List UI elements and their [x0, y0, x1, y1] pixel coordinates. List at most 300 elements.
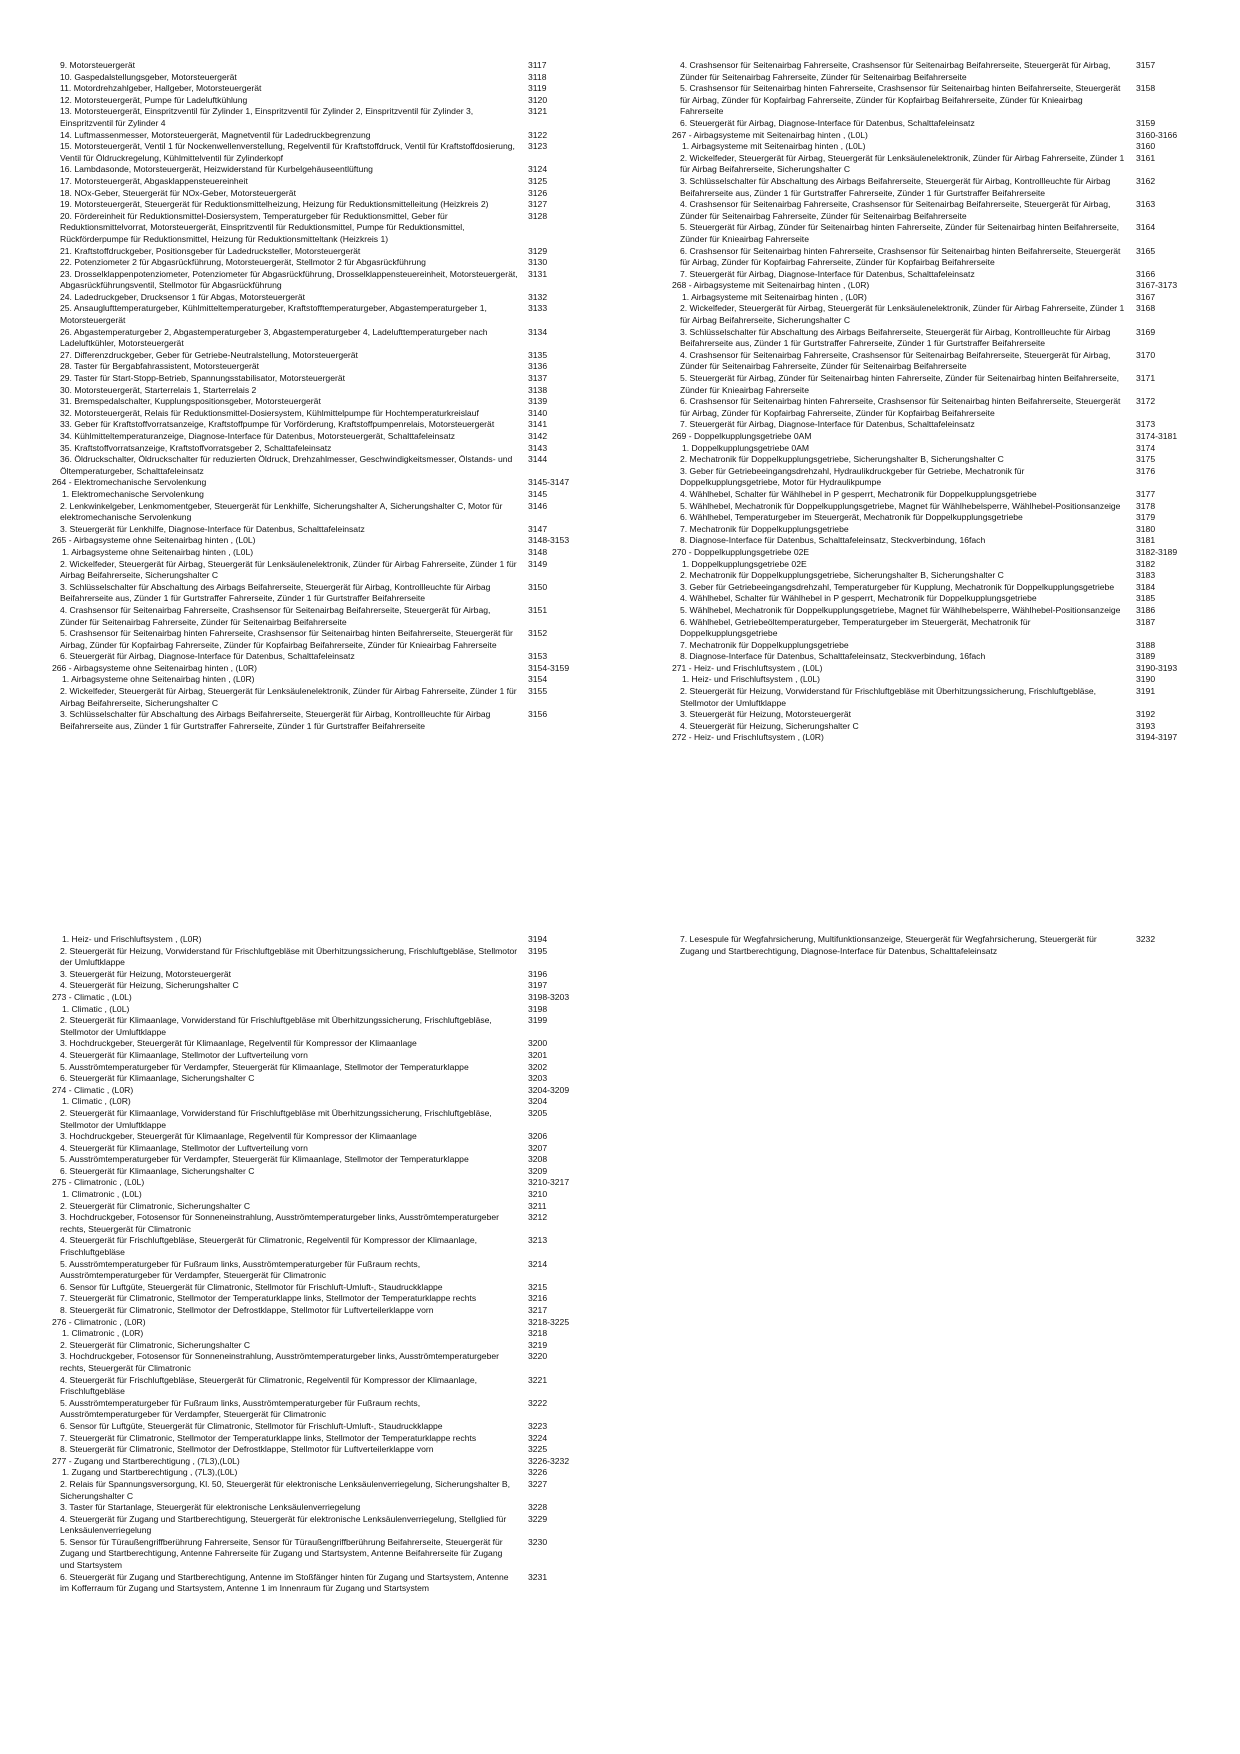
toc-entry-row: [60, 489, 590, 501]
toc-page-number: 3145: [528, 488, 548, 499]
toc-page-number: 3171: [1136, 373, 1156, 384]
toc-page-number: 3219: [528, 1339, 548, 1350]
toc-entry-text: 8. Steuergerät für Climatronic, Stellmotor der Defrostklappe, Stellmotor für Luftverteilerklappe vorn: [60, 1444, 434, 1455]
toc-entry-row: [60, 1293, 590, 1305]
toc-section-row: [52, 1084, 590, 1097]
toc-entry-text: 6. Crashsensor für Seitenairbag hinten Fahrerseite, Crashsensor für Seitenairbag hinten Beifahrerseite, Steuergerät für Airbag, Zünder für Kopfairbag Fahrerseite, Zünder für Kopfairbag Beifahrerseite: [680, 245, 1121, 268]
toc-entry-row: [680, 617, 1198, 640]
toc-page-number: 3160: [1136, 141, 1156, 152]
toc-entry-row: [60, 501, 590, 524]
toc-page-number: 3181: [1136, 535, 1156, 546]
toc-entry-row: [680, 524, 1198, 536]
toc-page-number: 3169: [1136, 326, 1156, 337]
toc-section-title: 264 - Elektromechanische Servolenkung: [52, 477, 207, 488]
toc-page-number: 3210-3217: [528, 1177, 570, 1188]
toc-entry-row: [60, 419, 590, 431]
toc-entry-text: 1. Elektromechanische Servolenkung: [62, 488, 204, 499]
toc-entry-text: 2. Relais für Spannungsversorgung, Kl. 50, Steuergerät für elektronische Lenksäulenverriegelung, Sicherungshalter B, Sicherungshalter C: [60, 1478, 511, 1501]
toc-page-number: 3217: [528, 1305, 548, 1315]
toc-entry-text: 19. Motorsteuergerät, Steuergerät für Reduktionsmittelheizung, Heizung für Reduktionsmittelleitung (Heizkreis 2): [60, 199, 489, 210]
toc-page-number: 3198-3203: [528, 991, 570, 1002]
toc-entry-row: [60, 1398, 590, 1421]
toc-page-number: 3174-3181: [1136, 431, 1178, 441]
toc-entry-row: [60, 934, 590, 946]
toc-section-title: 277 - Zugang und Startberechtigung , (7L3),(L0L): [52, 1455, 240, 1466]
toc-entry-row: [60, 1328, 590, 1340]
toc-page-number: 3166: [1136, 268, 1156, 279]
toc-entry-text: 6. Steuergerät für Airbag, Diagnose-Interface für Datenbus, Schalttafeleinsatz: [60, 651, 355, 662]
toc-entry-text: 2. Lenkwinkelgeber, Lenkmomentgeber, Steuergerät für Lenkhilfe, Sicherungshalter A, Sicherungshalter C, Motor für elektromechanische Servolenkung: [60, 500, 503, 523]
toc-entry-row: [60, 269, 590, 292]
toc-page-number: 3155: [528, 686, 548, 697]
toc-entry-text: 32. Motorsteuergerät, Relais für Reduktionsmittel-Dosiersystem, Kühlmittelpumpe für Hochtemperaturkreislauf: [60, 407, 479, 418]
toc-page-number: 3189: [1136, 651, 1156, 662]
toc-entry-text: 1. Airbagsysteme mit Seitenairbag hinten , (L0R): [682, 291, 867, 302]
toc-page-number: 3207: [528, 1142, 548, 1153]
toc-page-number: 3119: [528, 83, 547, 94]
toc-entry-row: [60, 1305, 590, 1317]
toc-page-number: 3190-3193: [1136, 662, 1178, 673]
toc-column-lower-left: [52, 934, 590, 1595]
toc-column-lower-right: [680, 934, 1198, 957]
toc-entry-row: [60, 605, 590, 628]
toc-section-row: [672, 732, 1198, 744]
toc-entry-row: [60, 1062, 590, 1074]
toc-entry-text: 1. Airbagsysteme ohne Seitenairbag hinten , (L0R): [62, 674, 255, 685]
toc-entry-text: 2. Steuergerät für Klimaanlage, Vorwiderstand für Frischluftgebläse mit Überhitzungssicherung, Frischluftgebläse, Stellmotor der Umluftklappe: [60, 1107, 492, 1130]
toc-entry-row: [680, 651, 1198, 663]
toc-entry-row: [680, 640, 1198, 652]
toc-page-number: 3223: [528, 1420, 548, 1431]
toc-page-number: 3133: [528, 303, 548, 314]
toc-section-title: 269 - Doppelkupplungsgetriebe 0AM: [672, 431, 812, 441]
toc-page-number: 3168: [1136, 303, 1156, 314]
toc-page-number: 3197: [528, 980, 548, 991]
toc-entry-row: [680, 686, 1198, 709]
toc-entry-row: [60, 95, 590, 107]
toc-page-number: 3130: [528, 257, 548, 268]
toc-page-number: 3177: [1136, 488, 1156, 499]
toc-entry-text: 2. Wickelfeder, Steuergerät für Airbag, Steuergerät für Lenksäulenelektronik, Zünder für Airbag Fahrerseite, Zünder 1 für Airbag Beifahrerseite, Sicherungshalter C: [60, 558, 517, 581]
toc-entry-text: 2. Mechatronik für Doppelkupplungsgetriebe, Sicherungshalter B, Sicherungshalter C: [680, 454, 1004, 465]
toc-entry-row: [60, 1444, 590, 1456]
toc-page-number: 3131: [528, 268, 548, 279]
toc-page-number: 3142: [528, 431, 548, 441]
toc-entry-text: 1. Climatronic , (L0R): [62, 1328, 144, 1339]
toc-entry-row: [60, 1073, 590, 1085]
toc-entry-row: [60, 674, 590, 686]
toc-page-number: 3175: [1136, 454, 1156, 465]
toc-entry-text: 26. Abgastemperaturgeber 2, Abgastemperaturgeber 3, Abgastemperaturgeber 4, Ladelufttemperaturgeber nach Ladeluftkühler, Motorsteuergerät: [60, 326, 488, 349]
toc-entry-row: [60, 1433, 590, 1445]
toc-entry-row: [680, 721, 1198, 733]
toc-entry-row: [60, 176, 590, 188]
toc-page-number: 3150: [528, 581, 548, 592]
toc-entry-row: [60, 1502, 590, 1514]
toc-page-number: 3204: [528, 1096, 548, 1107]
toc-page-number: 3120: [528, 94, 548, 105]
toc-entry-text: 2. Steuergerät für Climatronic, Sicherungshalter C: [60, 1339, 251, 1350]
toc-section-row: [52, 1455, 590, 1468]
toc-entry-row: [60, 1259, 590, 1282]
toc-entry-text: 2. Wickelfeder, Steuergerät für Airbag, Steuergerät für Lenksäulenelektronik, Zünder für Airbag Fahrerseite, Zünder 1 für Airbag Beifahrerseite, Sicherungshalter C: [60, 686, 517, 708]
toc-entry-text: 4. Steuergerät für Frischluftgebläse, Steuergerät für Climatronic, Regelventil für Kompressor der Klimaanlage, Frischluftgebläse: [60, 1374, 477, 1397]
toc-entry-text: 1. Airbagsysteme ohne Seitenairbag hinten , (L0L): [62, 546, 254, 557]
toc-page-number: 3126: [528, 187, 548, 198]
toc-entry-row: [60, 1189, 590, 1201]
toc-page-number: 3170: [1136, 349, 1156, 360]
toc-page-number: 3192: [1136, 709, 1156, 720]
toc-section-row: [672, 431, 1198, 443]
toc-entry-text: 3. Steuergerät für Lenkhilfe, Diagnose-Interface für Datenbus, Schalttafeleinsatz: [60, 523, 365, 534]
toc-page-number: 3188: [1136, 639, 1156, 650]
toc-page-number: 3205: [528, 1107, 548, 1118]
toc-entry-text: 31. Bremspedalschalter, Kupplungspositionsgeber, Motorsteuergerät: [60, 396, 321, 407]
toc-entry-text: 1. Heiz- und Frischluftsystem , (L0R): [62, 934, 202, 944]
toc-entry-text: 6. Wählhebel, Temperaturgeber im Steuergerät, Mechatronik für Doppelkupplungsgetriebe: [680, 512, 1023, 523]
toc-entry-row: [680, 269, 1198, 281]
toc-entry-row: [60, 1108, 590, 1131]
toc-entry-row: [680, 501, 1198, 513]
toc-page-number: 3128: [528, 210, 548, 221]
toc-page-number: 3153: [528, 651, 548, 662]
toc-entry-row: [60, 303, 590, 326]
toc-entry-row: [680, 60, 1198, 83]
toc-section-row: [672, 280, 1198, 292]
toc-entry-row: [60, 60, 590, 72]
toc-page-number: 3198: [528, 1003, 548, 1014]
toc-page-number: 3149: [528, 558, 548, 569]
toc-entry-row: [60, 454, 590, 477]
toc-entry-row: [60, 292, 590, 304]
toc-section-title: 273 - Climatic , (L0L): [52, 991, 132, 1002]
toc-entry-row: [680, 396, 1198, 419]
toc-section-title: 268 - Airbagsysteme mit Seitenairbag hinten , (L0R): [672, 280, 870, 291]
toc-entry-row: [60, 188, 590, 200]
toc-entry-text: 4. Crashsensor für Seitenairbag Fahrerseite, Crashsensor für Seitenairbag Beifahrerseite, Steuergerät für Airbag, Zünder für Seitenairbag Fahrerseite, Zünder für Seitenairbag Beifahrerseite: [60, 604, 491, 627]
toc-entry-text: 10. Gaspedalstellungsgeber, Motorsteuergerät: [60, 71, 237, 82]
toc-page-number: 3152: [528, 628, 548, 639]
toc-page-number: 3194: [528, 934, 548, 944]
toc-entry-row: [680, 674, 1198, 686]
toc-entry-text: 7. Steuergerät für Climatronic, Stellmotor der Temperaturklappe links, Stellmotor der Temperaturklappe rechts: [60, 1432, 477, 1443]
toc-entry-text: 11. Motordrehzahlgeber, Hallgeber, Motorsteuergerät: [60, 83, 262, 94]
toc-entry-row: [680, 443, 1198, 455]
toc-entry-text: 7. Steuergerät für Airbag, Diagnose-Interface für Datenbus, Schalttafeleinsatz: [680, 268, 975, 279]
toc-entry-text: 6. Steuergerät für Klimaanlage, Sicherungshalter C: [60, 1165, 255, 1176]
toc-page-number: 3225: [528, 1444, 548, 1455]
toc-section-row: [52, 991, 590, 1004]
toc-page-number: 3216: [528, 1293, 548, 1304]
toc-entry-text: 8. Diagnose-Interface für Datenbus, Schalttafeleinsatz, Steckverbindung, 16fach: [680, 651, 986, 662]
toc-page-number: 3228: [528, 1502, 548, 1513]
toc-entry-text: 5. Ausströmtemperaturgeber für Fußraum links, Ausströmtemperaturgeber für Fußraum rechts, Ausströmtemperaturgeber für Verdampfer, Steuergerät für Climatronic: [60, 1397, 421, 1420]
toc-entry-row: [60, 709, 590, 732]
toc-entry-text: 5. Ausströmtemperaturgeber für Verdampfer, Steuergerät für Klimaanlage, Stellmotor der Temperaturklappe: [60, 1154, 469, 1165]
toc-entry-text: 3. Steuergerät für Heizung, Motorsteuergerät: [680, 709, 852, 720]
toc-page-number: 3176: [1136, 465, 1156, 476]
toc-entry-row: [60, 1421, 590, 1433]
toc-entry-text: 21. Kraftstoffdruckgeber, Positionsgeber für Ladedrucksteller, Motorsteuergerät: [60, 245, 361, 256]
toc-page-number: 3183: [1136, 570, 1156, 581]
toc-entry-row: [60, 164, 590, 176]
toc-page-number: 3221: [528, 1374, 548, 1385]
toc-section-title: 275 - Climatronic , (L0L): [52, 1177, 145, 1188]
toc-entry-text: 5. Wählhebel, Mechatronik für Doppelkupplungsgetriebe, Magnet für Wählhebelsperre, Wählhebel-Positionsanzeige: [680, 604, 1121, 615]
toc-entry-row: [680, 222, 1198, 245]
toc-entry-text: 4. Steuergerät für Klimaanlage, Stellmotor der Luftverteilung vorn: [60, 1049, 308, 1060]
toc-entry-row: [680, 83, 1198, 118]
toc-page-number: 3146: [528, 500, 548, 511]
toc-entry-row: [60, 980, 590, 992]
toc-entry-row: [680, 373, 1198, 396]
toc-entry-text: 7. Steuergerät für Climatronic, Stellmotor der Temperaturklappe links, Stellmotor der Temperaturklappe rechts: [60, 1293, 477, 1304]
toc-entry-text: 9. Motorsteuergerät: [60, 60, 135, 70]
toc-entry-text: 18. NOx-Geber, Steuergerät für NOx-Geber, Motorsteuergerät: [60, 187, 296, 198]
toc-page-number: 3201: [528, 1049, 548, 1060]
toc-entry-row: [60, 1201, 590, 1213]
toc-entry-row: [60, 385, 590, 397]
toc-entry-text: 3. Hochdruckgeber, Steuergerät für Klimaanlage, Regelventil für Kompressor der Klimaanlage: [60, 1131, 417, 1142]
toc-section-title: 272 - Heiz- und Frischluftsystem , (L0R): [672, 732, 824, 743]
toc-page-number: 3127: [528, 199, 548, 210]
toc-page-number: 3194-3197: [1136, 732, 1178, 743]
toc-entry-row: [60, 969, 590, 981]
toc-page-number: 3165: [1136, 245, 1156, 256]
toc-page-number: 3218-3225: [528, 1316, 570, 1327]
toc-section-row: [52, 1177, 590, 1189]
toc-entry-text: 1. Doppelkupplungsgetriebe 02E: [682, 558, 807, 569]
toc-page-number: 3154-3159: [528, 662, 570, 673]
toc-page-number: 3156: [528, 709, 548, 720]
toc-page-number: 3179: [1136, 512, 1156, 523]
toc-entry-row: [60, 524, 590, 536]
toc-entry-text: 5. Crashsensor für Seitenairbag hinten Fahrerseite, Crashsensor für Seitenairbag hinten Beifahrerseite, Steuergerät für Airbag, Zünder für Kopfairbag Fahrerseite, Zünder für Kopfairbag Beifahrerseite, Zünder für Knieairbag Fahrerseite: [60, 628, 513, 650]
toc-entry-row: [60, 1131, 590, 1143]
toc-page-number: 3215: [528, 1281, 548, 1292]
toc-entry-text: 1. Climatic , (L0R): [62, 1096, 131, 1107]
toc-entry-text: 6. Steuergerät für Zugang und Startberechtigung, Antenne im Stoßfänger hinten für Zugang und Startsystem, Antenne im Kofferraum für Zugang und Startsystem, Antenne 1 im Innenraum für Zugang und Startsystem: [60, 1571, 509, 1594]
toc-entry-row: [680, 153, 1198, 176]
toc-entry-text: 20. Fördereinheit für Reduktionsmittel-Dosiersystem, Temperaturgeber für Reduktionsmittel, Geber für Reduktionsmittelvorrat, Motorsteuergerät, Einspritzventil für Reduktionsmittel, Pumpe für Reduktionsmittel, Rückförderpumpe für Reduktionsmittel, Heizung für Reduktionsmitteltank (Heizkreis 1): [60, 210, 465, 244]
toc-page-number: 3214: [528, 1258, 548, 1269]
toc-page-number: 3163: [1136, 199, 1156, 210]
toc-page-number: 3178: [1136, 500, 1156, 511]
toc-entry-row: [60, 628, 590, 651]
toc-page-number: 3204-3209: [528, 1084, 570, 1095]
toc-page-number: 3117: [528, 60, 547, 70]
toc-page-number: 3232: [1136, 934, 1156, 944]
toc-entry-row: [60, 72, 590, 84]
toc-column-upper-right: [672, 60, 1198, 744]
toc-entry-row: [60, 1235, 590, 1258]
toc-section-title: 276 - Climatronic , (L0R): [52, 1316, 146, 1327]
toc-section-title: 266 - Airbagsysteme ohne Seitenairbag hinten , (L0R): [52, 662, 257, 673]
toc-entry-text: 3. Hochdruckgeber, Fotosensor für Sonneneinstrahlung, Ausströmtemperaturgeber links, Ausströmtemperaturgeber rechts, Steuergerät für Climatronic: [60, 1351, 499, 1373]
toc-entry-text: 2. Wickelfeder, Steuergerät für Airbag, Steuergerät für Lenksäulenelektronik, Zünder für Airbag Fahrerseite, Zünder 1 für Airbag Beifahrerseite, Sicherungshalter C: [680, 303, 1125, 326]
toc-entry-text: 6. Sensor für Luftgüte, Steuergerät für Climatronic, Stellmotor für Frischluft-Umluft-, Staudruckklappe: [60, 1420, 443, 1431]
toc-entry-row: [60, 582, 590, 605]
toc-entry-row: [60, 1154, 590, 1166]
toc-entry-text: 3. Steuergerät für Heizung, Motorsteuergerät: [60, 968, 232, 979]
toc-page-number: 3184: [1136, 581, 1156, 592]
toc-entry-text: 6. Crashsensor für Seitenairbag hinten Fahrerseite, Crashsensor für Seitenairbag hinten Beifahrerseite, Steuergerät für Airbag, Zünder für Kopfairbag Fahrerseite, Zünder für Kopfairbag Beifahrerseite: [680, 396, 1121, 418]
toc-entry-row: [60, 141, 590, 164]
toc-entry-row: [680, 303, 1198, 326]
toc-entry-text: 28. Taster für Bergabfahrassistent, Motorsteuergerät: [60, 361, 260, 372]
toc-entry-row: [680, 489, 1198, 501]
toc-section-row: [672, 129, 1198, 142]
toc-entry-row: [680, 559, 1198, 571]
toc-entry-text: 7. Mechatronik für Doppelkupplungsgetriebe: [680, 523, 849, 534]
toc-entry-text: 1. Zugang und Startberechtigung , (7L3),(L0L): [62, 1467, 238, 1478]
toc-page-number: 3144: [528, 454, 548, 465]
toc-entry-text: 2. Wickelfeder, Steuergerät für Airbag, Steuergerät für Lenksäulenelektronik, Zünder für Airbag Fahrerseite, Zünder 1 für Airbag Beifahrerseite, Sicherungshalter C: [680, 152, 1125, 175]
toc-entry-row: [60, 1050, 590, 1062]
toc-entry-row: [60, 1038, 590, 1050]
toc-entry-row: [60, 443, 590, 455]
toc-entry-row: [60, 1479, 590, 1502]
toc-page-number: 3141: [528, 419, 548, 430]
toc-section-title: 270 - Doppelkupplungsgetriebe 02E: [672, 546, 810, 557]
toc-page-number: 3158: [1136, 83, 1156, 94]
toc-entry-row: [60, 1351, 590, 1374]
toc-entry-text: 4. Steuergerät für Heizung, Sicherungshalter C: [680, 720, 859, 731]
toc-entry-text: 22. Potenziometer 2 für Abgasrückführung, Motorsteuergerät, Stellmotor 2 für Abgasrückführung: [60, 257, 426, 268]
toc-entry-row: [680, 118, 1198, 130]
toc-entry-row: [60, 361, 590, 373]
toc-entry-text: 3. Geber für Getriebeeingangsdrehzahl, Hydraulikdruckgeber für Getriebe, Mechatronik für Doppelkupplungsgetriebe, Motor für Hydraulikpumpe: [680, 465, 1025, 488]
toc-entry-row: [60, 686, 590, 709]
toc-page-number: 3186: [1136, 604, 1156, 615]
toc-page-number: 3134: [528, 326, 548, 337]
toc-entry-row: [60, 1375, 590, 1398]
toc-entry-text: 3. Taster für Startanlage, Steuergerät für elektronische Lenksäulenverriegelung: [60, 1502, 361, 1513]
toc-entry-text: 36. Öldruckschalter, Öldruckschalter für reduzierten Öldruck, Drehzahlmesser, Geschwindigkeitsmesser, Ölstands- und Öltemperaturgeber, Schalttafeleinsatz: [60, 454, 513, 476]
toc-entry-text: 1. Climatic , (L0L): [62, 1003, 130, 1014]
toc-entry-row: [680, 466, 1198, 489]
toc-entry-row: [60, 1514, 590, 1537]
toc-entry-text: 3. Schlüsselschalter für Abschaltung des Airbags Beifahrerseite, Steuergerät für Airbag, Kontrollleuchte für Airbag Beifahrerseite aus, Zünder 1 für Gurtstraffer Fahrerseite, Zünder 1 für Gurtstraffer Beifahrerseite: [680, 175, 1111, 198]
toc-section-row: [52, 1316, 590, 1329]
toc-entry-row: [60, 559, 590, 582]
toc-entry-text: 34. Kühlmitteltemperaturanzeige, Diagnose-Interface für Datenbus, Motorsteuergerät, Schalttafeleinsatz: [60, 431, 456, 441]
toc-entry-row: [60, 651, 590, 663]
toc-entry-row: [680, 582, 1198, 594]
toc-entry-row: [680, 199, 1198, 222]
toc-entry-row: [680, 419, 1198, 431]
toc-entry-text: 4. Crashsensor für Seitenairbag Fahrerseite, Crashsensor für Seitenairbag Beifahrerseite, Steuergerät für Airbag, Zünder für Seitenairbag Fahrerseite, Zünder für Seitenairbag Beifahrerseite: [680, 349, 1111, 372]
toc-entry-row: [680, 176, 1198, 199]
toc-entry-text: 4. Steuergerät für Klimaanlage, Stellmotor der Luftverteilung vorn: [60, 1142, 308, 1153]
toc-page-number: 3122: [528, 129, 548, 140]
toc-entry-row: [680, 350, 1198, 373]
toc-entry-text: 6. Sensor für Luftgüte, Steuergerät für Climatronic, Stellmotor für Frischluft-Umluft-, Staudruckklappe: [60, 1281, 443, 1292]
toc-entry-text: 30. Motorsteuergerät, Starterrelais 1, Starterrelais 2: [60, 384, 257, 395]
toc-section-row: [672, 546, 1198, 559]
toc-page-number: 3162: [1136, 175, 1156, 186]
toc-section-title: 271 - Heiz- und Frischluftsystem , (L0L): [672, 662, 823, 673]
toc-entry-text: 4. Wählhebel, Schalter für Wählhebel in P gesperrt, Mechatronik für Doppelkupplungsgetriebe: [680, 593, 1037, 604]
toc-entry-text: 5. Sensor für Türaußengriffberührung Fahrerseite, Sensor für Türaußengriffberührung Beifahrerseite, Steuergerät für Zugang und Startberechtigung, Antenne Fahrerseite für Zugang und Startsystem, Antenne Beifahrerseite für Zugang und Startsystem: [60, 1536, 503, 1571]
toc-entry-row: [60, 408, 590, 420]
toc-entry-row: [60, 1015, 590, 1038]
toc-page-number: 3211: [528, 1200, 547, 1211]
toc-entry-text: 16. Lambdasonde, Motorsteuergerät, Heizwiderstand für Kurbelgehäuseentlüftung: [60, 164, 373, 175]
toc-entry-row: [60, 431, 590, 443]
toc-entry-text: 5. Wählhebel, Mechatronik für Doppelkupplungsgetriebe, Magnet für Wählhebelsperre, Wählhebel-Positionsanzeige: [680, 500, 1121, 511]
toc-page-number: 3132: [528, 291, 548, 302]
toc-page-number: 3203: [528, 1073, 548, 1084]
toc-page-number: 3226-3232: [528, 1455, 570, 1466]
toc-entry-row: [680, 141, 1198, 153]
toc-section-row: [52, 535, 590, 547]
toc-entry-text: 2. Steuergerät für Heizung, Vorwiderstand für Frischluftgebläse mit Überhitzungssicherung, Frischluftgebläse, Stellmotor der Umluftklappe: [680, 686, 1097, 708]
toc-page-number: 3208: [528, 1154, 548, 1165]
toc-section-row: [52, 477, 590, 489]
toc-page-number: 3220: [528, 1351, 548, 1362]
toc-entry-row: [680, 246, 1198, 269]
toc-entry-row: [60, 130, 590, 142]
toc-page-number: 3226: [528, 1467, 548, 1478]
toc-page-number: 3125: [528, 175, 548, 186]
toc-section-row: [672, 662, 1198, 675]
toc-page-number: 3136: [528, 361, 548, 372]
toc-entry-row: [60, 1467, 590, 1479]
toc-entry-row: [60, 211, 590, 246]
toc-entry-text: 17. Motorsteuergerät, Abgasklappensteuereinheit: [60, 175, 248, 186]
toc-entry-text: 3. Hochdruckgeber, Steuergerät für Klimaanlage, Regelventil für Kompressor der Klimaanlage: [60, 1038, 417, 1049]
toc-entry-row: [60, 83, 590, 95]
toc-entry-row: [680, 454, 1198, 466]
toc-entry-row: [60, 373, 590, 385]
toc-entry-text: 3. Schlüsselschalter für Abschaltung des Airbags Beifahrerseite, Steuergerät für Airbag, Kontrollleuchte für Airbag Beifahrerseite aus, Zünder 1 für Gurtstraffer Fahrerseite, Zünder 1 für Gurtstraffer Beifahrerseite: [60, 581, 491, 604]
toc-entry-row: [680, 605, 1198, 617]
toc-page-number: 3200: [528, 1038, 548, 1049]
toc-page-number: 3129: [528, 245, 548, 256]
toc-entry-row: [60, 246, 590, 258]
toc-entry-row: [680, 327, 1198, 350]
toc-entry-text: 13. Motorsteuergerät, Einspritzventil für Zylinder 1, Einspritzventil für Zylinder 2, Einspritzventil für Zylinder 3, Einspritzventil für Zylinder 4: [60, 106, 474, 128]
toc-page-number: 3148-3153: [528, 535, 570, 546]
toc-entry-text: 25. Ansauglufttemperaturgeber, Kühlmitteltemperaturgeber, Kraftstofftemperaturgeber, Abgastemperaturgeber 1, Motorsteuergerät: [60, 303, 487, 326]
toc-page-number: 3227: [528, 1478, 548, 1489]
toc-entry-text: 3. Schlüsselschalter für Abschaltung des Airbags Beifahrerseite, Steuergerät für Airbag, Kontrollleuchte für Airbag Beifahrerseite aus, Zünder 1 für Gurtstraffer Fahrerseite, Zünder 1 für Gurtstraffer Beifahrerseite: [680, 326, 1111, 349]
toc-entry-text: 24. Ladedruckgeber, Drucksensor 1 für Abgas, Motorsteuergerät: [60, 291, 306, 302]
toc-page-number: 3180: [1136, 523, 1156, 534]
toc-entry-row: [60, 1212, 590, 1235]
toc-section-title: 265 - Airbagsysteme ohne Seitenairbag hinten , (L0L): [52, 535, 256, 546]
toc-entry-row: [60, 1537, 590, 1572]
toc-entry-row: [680, 934, 1198, 957]
toc-page-number: 3182-3189: [1136, 546, 1178, 557]
toc-page-number: 3167: [1136, 291, 1156, 302]
toc-entry-text: 7. Lesespule für Wegfahrsicherung, Multifunktionsanzeige, Steuergerät für Wegfahrsicherung, Steuergerät für Zugang und Startberechtigung, Diagnose-Interface für Datenbus, Schalttafeleinsatz: [680, 934, 1097, 956]
toc-entry-text: 6. Steuergerät für Airbag, Diagnose-Interface für Datenbus, Schalttafeleinsatz: [680, 117, 975, 128]
toc-entry-text: 3. Hochdruckgeber, Fotosensor für Sonneneinstrahlung, Ausströmtemperaturgeber links, Ausströmtemperaturgeber rechts, Steuergerät für Climatronic: [60, 1212, 499, 1234]
toc-page-number: 3167-3173: [1136, 280, 1178, 291]
toc-page-number: 3173: [1136, 419, 1156, 430]
toc-entry-text: 33. Geber für Kraftstoffvorratsanzeige, Kraftstoffpumpe für Vorförderung, Kraftstoffpumpenrelais, Motorsteuergerät: [60, 419, 495, 430]
toc-page-number: 3118: [528, 71, 547, 82]
toc-page-number: 3229: [528, 1513, 548, 1524]
toc-entry-row: [680, 535, 1198, 547]
toc-entry-text: 4. Steuergerät für Zugang und Startberechtigung, Steuergerät für elektronische Lenksäulenverriegelung, Stellglied für Lenksäulenverriegelung: [60, 1513, 507, 1536]
toc-page-number: 3143: [528, 442, 548, 453]
toc-entry-row: [60, 1143, 590, 1155]
toc-entry-row: [60, 1166, 590, 1178]
toc-page-number: 3147: [528, 523, 548, 534]
